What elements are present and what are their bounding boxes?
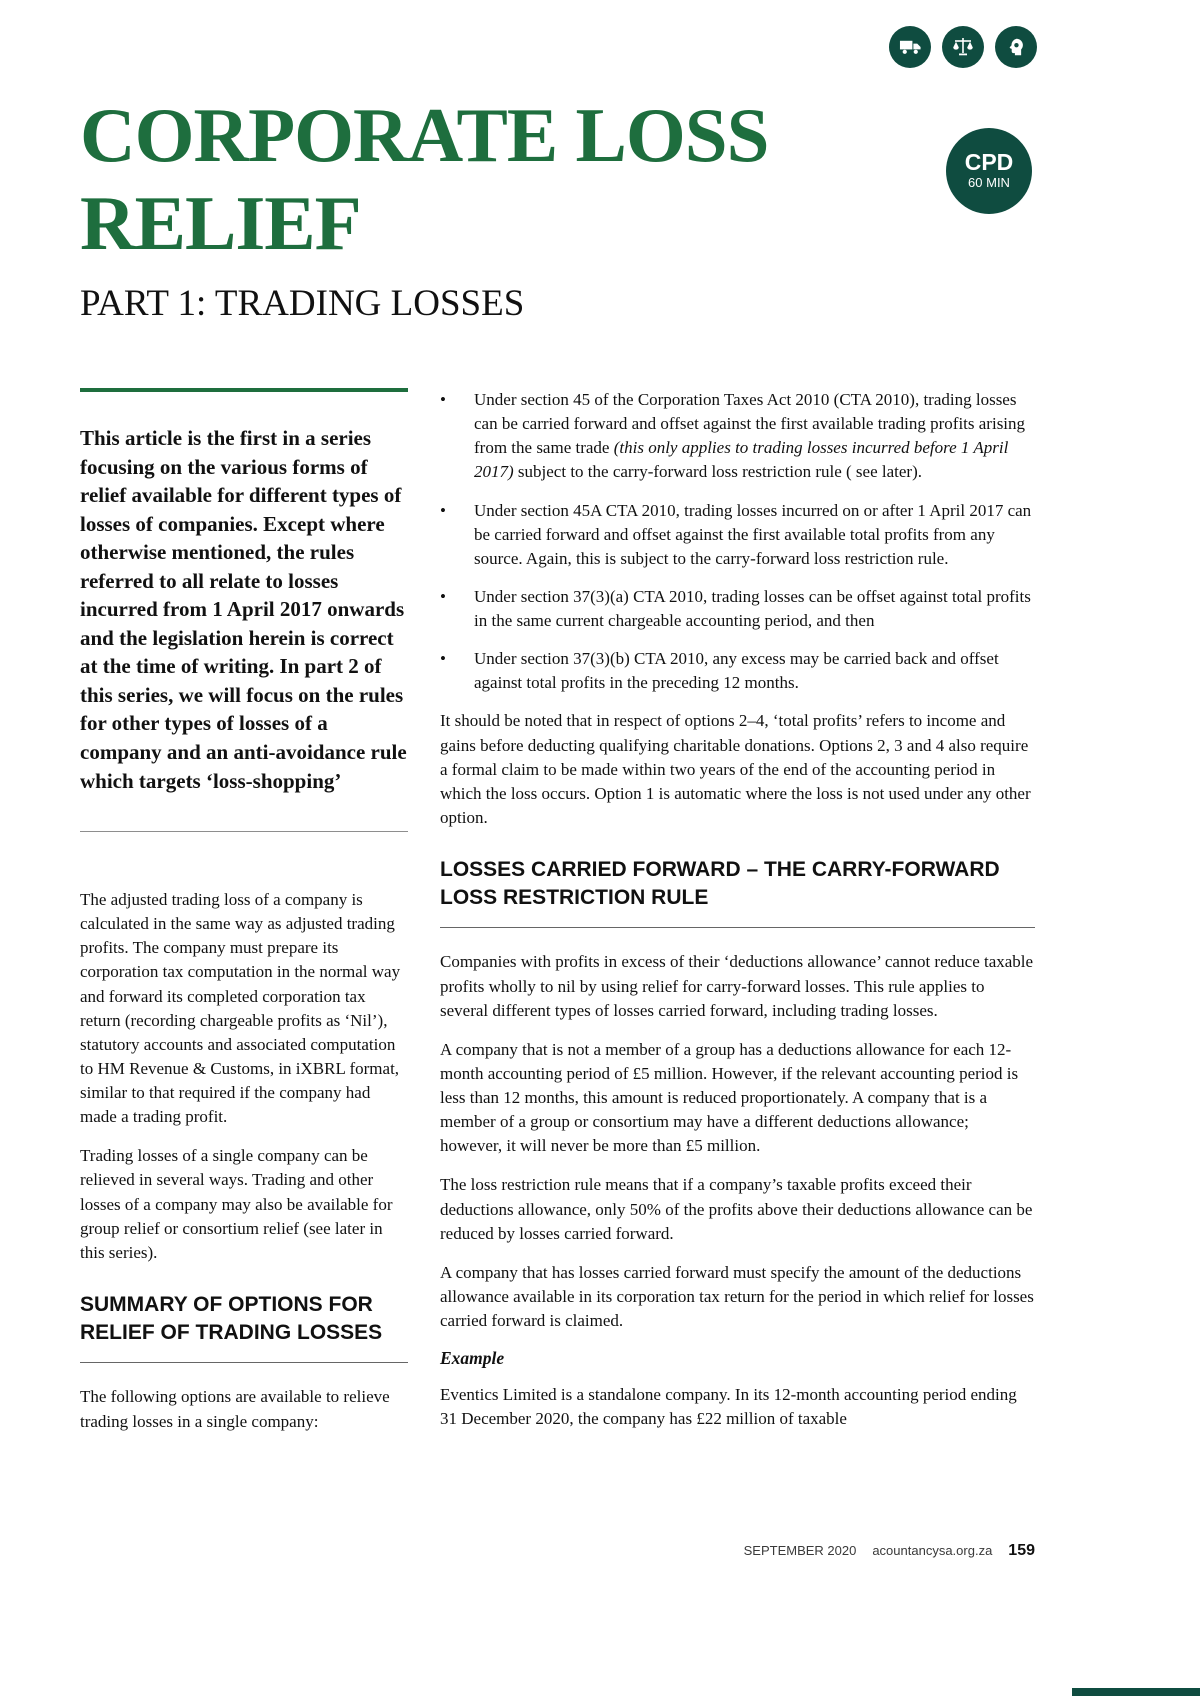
paragraph: A company that is not a member of a group has a deductions allowance for each 12-month accounting period of £5 million. However, if the relevant accounting period is less than 12 months, this amount is reduced proportionately. A company that is a member of a group or consortium may have a different deductions allowance; however, it will never be more than £5 million. [440,1039,1019,1156]
intro-bottom-rule [80,831,408,832]
example-label: Example [440,1348,505,1369]
left-body [80,888,408,1434]
bullet-marker: • [440,649,446,669]
list-item [440,499,1035,571]
heading-rule [80,1362,408,1363]
bullet-text-italic: (this only applies to trading losses incurred before 1 April 2017) [474,438,1009,482]
example-paragraph: Eventics Limited is a standalone company. In its 12-month accounting period ending 31 December 2020, the company has £22 million of taxable [440,1385,1017,1429]
article-title-line2: RELIEF [80,179,361,266]
paragraph: Trading losses of a single company can be relieved in several ways. Trading and other losses of a company may also be available for group relief or consortium relief (see later in this series). [80,1146,393,1262]
bullet-text-pre: Under section 45 of the Corporation Taxes Act 2010 (CTA 2010), trading losses can be carried forward and offset against the first available trading profits arising from the same trade [474,390,1026,458]
bullet-text [474,388,1035,485]
cpd-duration: 60 MIN [968,175,1010,191]
bullet-text: Under section 45A CTA 2010, trading losses incurred on or after 1 April 2017 can be carried forward and offset against the first available total profits from any source. Again, this is subject to the carry-forward loss restriction rule. [474,500,1032,568]
section-heading-summary: SUMMARY OF OPTIONS FOR RELIEF OF TRADING LOSSES [80,1292,383,1344]
corner-accent-strip [1072,1688,1200,1696]
mind-icon [995,26,1037,68]
list-item [440,388,1035,485]
paragraph: A company that has losses carried forward must specify the amount of the deductions allowance available in its corporation tax return for the period in which relief for losses carried forward is claimed. [440,1262,1034,1331]
intro-top-rule [80,388,408,392]
topic-icon-row [889,26,1037,68]
page-footer [744,1542,1035,1560]
bullet-text: Under section 37(3)(a) CTA 2010, trading losses can be offset against total profits in the same current chargeable accounting period, and then [474,586,1031,630]
options-bullet-list [440,388,1035,695]
footer-page-number: 159 [1008,1542,1035,1559]
paragraph: It should be noted that in respect of options 2–4, ‘total profits’ refers to income and gains before deducting qualifying charitable donations. Options 2, 3 and 4 also require a formal claim to be made within two years of the end of the accounting period in which the loss occurs. Option 1 is automatic where the loss is not used under any other option. [440,711,1031,827]
section-heading-carry-forward: LOSSES CARRIED FORWARD – THE CARRY-FORWARD LOSS RESTRICTION RULE [440,858,1000,909]
left-column [80,388,408,1449]
paragraph: The loss restriction rule means that if a company’s taxable profits exceed their deductions allowance, only 50% of the profits above their deductions allowance can be reduced by losses carried forward. [440,1175,1033,1243]
article-title [80,92,950,268]
list-item [440,585,1035,633]
truck-icon [889,26,931,68]
bullet-text-post: subject to the carry-forward loss restriction rule ( see later). [513,462,922,482]
scales-icon [942,26,984,68]
paragraph: The following options are available to relieve trading losses in a single company: [80,1387,390,1431]
paragraph: Companies with profits in excess of their ‘deductions allowance’ cannot reduce taxable profits wholly to nil by using relief for carry-forward losses. This rule applies to several different types of losses carried forward, including trading losses. [440,952,1034,1020]
heading-rule [440,927,1035,928]
list-item [440,647,1035,695]
paragraph: The adjusted trading loss of a company is calculated in the same way as adjusted trading profits. The company must prepare its corporation tax computation in the normal way and forward its completed corporation tax return (recording chargeable profits as ‘Nil’), statutory accounts and associated computation to HM Revenue & Customs, in iXBRL format, similar to that required if the company had made a trading profit. [80,890,401,1127]
article-header [80,92,950,325]
article-title-line1: CORPORATE LOSS [80,92,769,178]
right-column [440,388,1035,1446]
bullet-marker: • [440,586,446,606]
cpd-label: CPD [964,148,1014,175]
article-subtitle: PART 1: TRADING LOSSES [80,282,525,324]
bullet-marker: • [440,500,446,520]
bullet-text: Under section 37(3)(b) CTA 2010, any excess may be carried back and offset against total profits in the preceding 12 months. [474,649,999,693]
cpd-badge [946,128,1032,214]
footer-site-url: acountancysa.org.za [872,1543,993,1558]
article-columns [80,388,1035,1449]
intro-standfirst: This article is the first in a series focusing on the various forms of relief available for different types of losses of companies. Except where otherwise mentioned, the rules referred to all relate to losses incurred from 1 April 2017 onwards and the legislation herein is correct at the time of writing. In part 2 of this series, we will focus on the rules for other types of losses of a company and an anti-avoidance rule which targets ‘loss-shopping’ [80,426,407,793]
footer-issue-date: SEPTEMBER 2020 [743,1543,857,1558]
bullet-marker: • [440,390,446,409]
